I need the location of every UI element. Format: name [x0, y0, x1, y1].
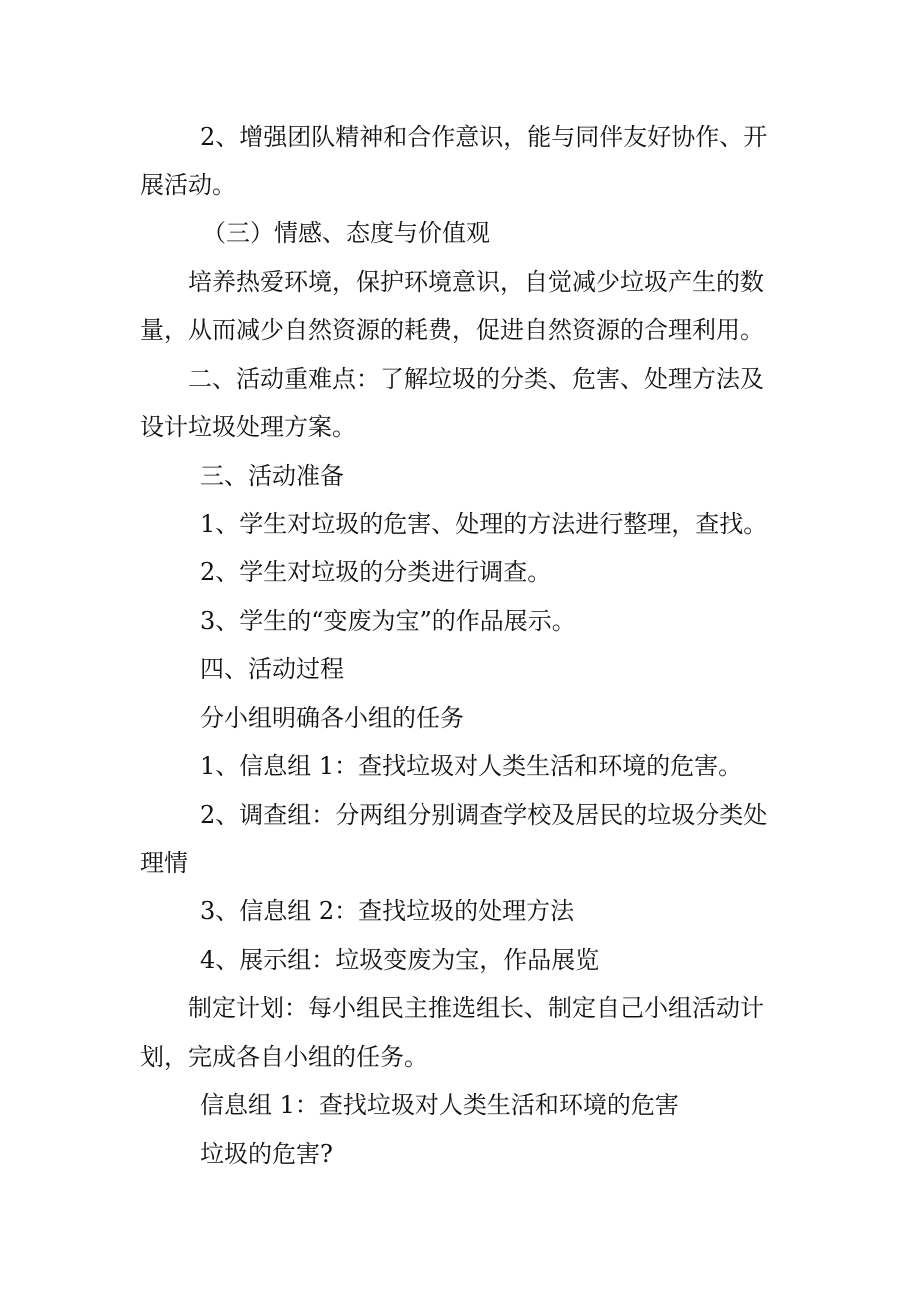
section-heading: （三）情感、态度与价值观 — [202, 219, 490, 247]
section-heading: 二、活动重难点：了解垃圾的分类、危害、处理方法及 — [188, 365, 764, 393]
text-line: 2、增强团队精神和合作意识，能与同伴友好协作、开 — [200, 123, 768, 151]
list-item: 4、展示组：垃圾变废为宝，作品展览 — [200, 946, 600, 974]
list-item: 2、调查组：分两组分别调查学校及居民的垃圾分类处 — [200, 801, 768, 829]
text-line: 信息组 1：查找垃圾对人类生活和环境的危害 — [200, 1091, 679, 1119]
list-item: 3、学生的“变废为宝”的作品展示。 — [200, 607, 576, 635]
text-line: 量，从而减少自然资源的耗费，促进自然资源的合理利用。 — [140, 316, 764, 344]
text-line: 划，完成各自小组的任务。 — [140, 1043, 428, 1071]
text-line: 理情 — [140, 849, 188, 877]
list-item: 1、学生对垃圾的危害、处理的方法进行整理，查找。 — [200, 510, 768, 538]
text-line: 分小组明确各小组的任务 — [200, 704, 464, 732]
list-item: 1、信息组 1：查找垃圾对人类生活和环境的危害。 — [200, 752, 743, 780]
text-line: 展活动。 — [140, 171, 236, 199]
text-line: 培养热爱环境，保护环境意识，自觉减少垃圾产生的数 — [188, 268, 764, 296]
section-heading: 四、活动过程 — [200, 655, 344, 683]
list-item: 2、学生对垃圾的分类进行调查。 — [200, 558, 552, 586]
text-line: 垃圾的危害? — [200, 1140, 333, 1168]
list-item: 3、信息组 2：查找垃圾的处理方法 — [200, 897, 575, 925]
text-line: 设计垃圾处理方案。 — [140, 413, 356, 441]
text-line: 制定计划：每小组民主推选组长、制定自己小组活动计 — [188, 994, 764, 1022]
section-heading: 三、活动准备 — [200, 462, 344, 490]
